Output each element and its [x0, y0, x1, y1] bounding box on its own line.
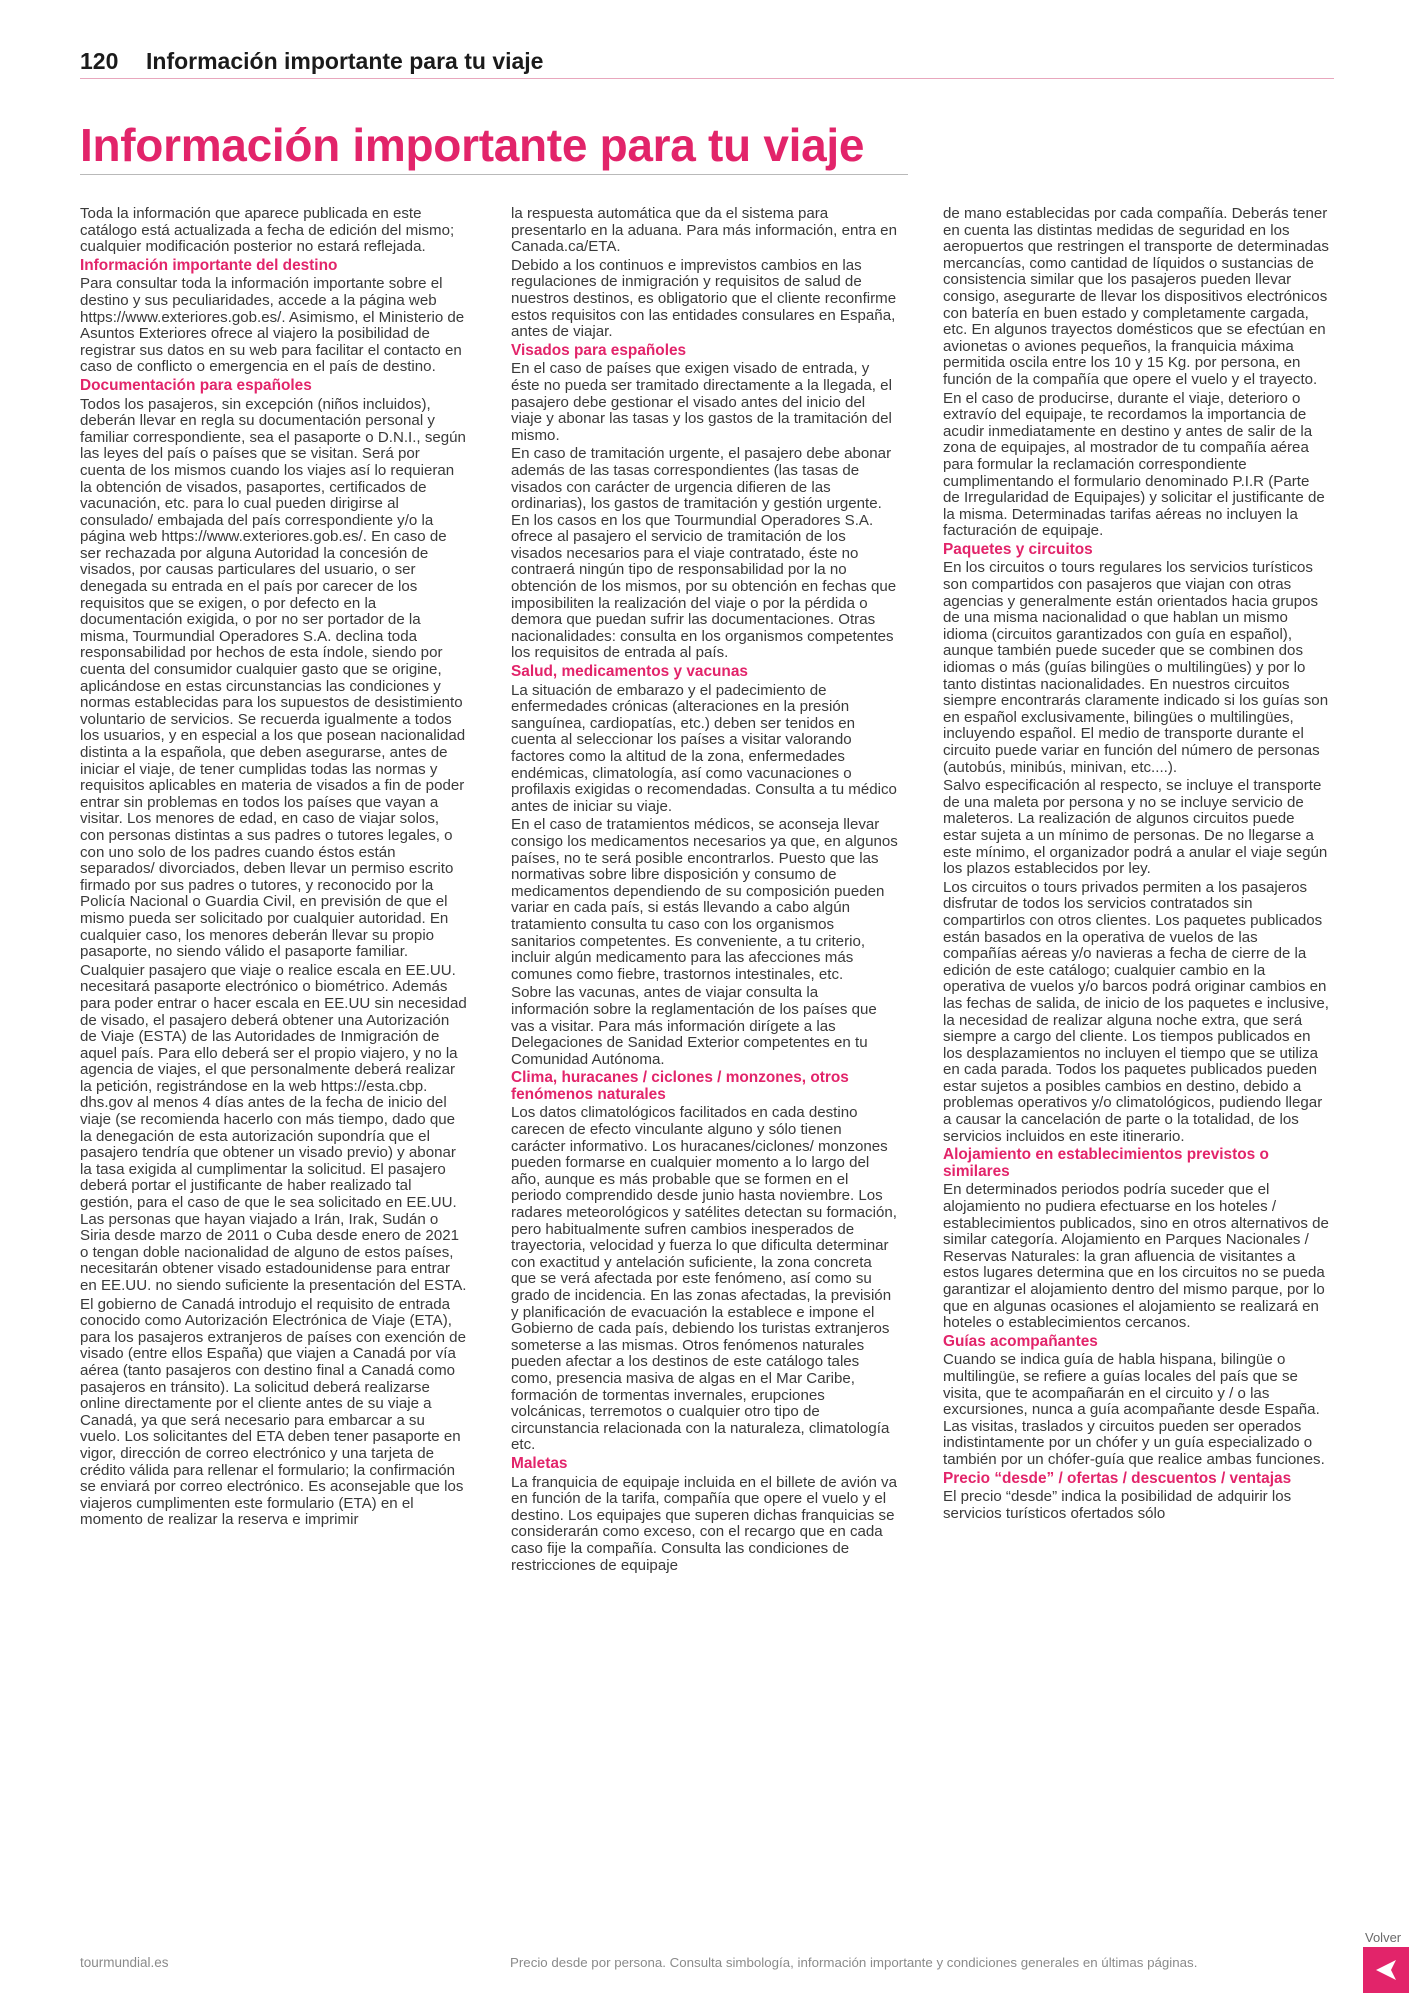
section-heading: Maletas — [511, 1454, 568, 1472]
text-column-3 — [943, 206, 1330, 1524]
body-paragraph: El gobierno de Canadá introdujo el requisito de entrada conocido como Autorización Electrónica de Viaje (ETA), para los pasajeros extranjeros de países con exención de visado (entre ellos España) que viajen a Canadá por vía aérea (tanto pasajeros con destino final a Canadá como pasajeros en tránsito). La solicitud deberá realizarse online directamente por el cliente antes de su viaje a Canadá, ya que será necesario para embarcar a su vuelo. Los solicitantes del ETA deben tener pasaporte en vigor, dirección de correo electrónico y una tarjeta de crédito válida para rellenar el formulario; la confirmación se enviará por correo electrónico. Es aconsejable que los viajeros cumplimenten este formulario (ETA) en el momento de realizar la reserva e imprimir — [80, 1295, 466, 1529]
body-paragraph: En el caso de tratamientos médicos, se aconseja llevar consigo los medicamentos necesarios ya que, en algunos países, no te será posible encontrarlos. Puesto que las normativas sobre libre disposición y consumo de medicamentos dependiendo de su composición pueden variar en cada país, si estás llevando a cabo algún tratamiento consulta tu caso con los organismos sanitarios competentes. Es conveniente, a tu criterio, incluir algún medicamento para las afecciones más comunes como fiebre, trastornos intestinales, etc. — [511, 816, 898, 983]
body-paragraph: En los circuitos o tours regulares los servicios turísticos son compartidos con pasajeros que viajan con otras agencias y generalmente están orientados hacia grupos de una misma nacionalidad o que hablan un mismo idioma (circuitos garantizados con guía en español), aunque también puede suceder que se combinen dos idiomas o más (guías bilingües o multilingües) y por lo tanto distintas nacionalidades. En nuestros circuitos siempre encontrarás claramente indicado si los guías son en español exclusivamente, bilingües o multilingües, incluyendo español. El medio de transporte durante el circuito puede variar en función del número de personas (autobús, minibús, minivan, etc....). — [943, 559, 1329, 776]
section-heading: Información importante del destino — [80, 256, 338, 274]
section-heading: Clima, huracanes / ciclones / monzones, otros fenómenos naturales — [511, 1069, 849, 1103]
section-heading: Guías acompañantes — [943, 1332, 1098, 1350]
body-paragraph: El precio “desde” indica la posibilidad de adquirir los servicios turísticos ofertados sólo — [943, 1488, 1292, 1522]
text-column-1 — [80, 206, 467, 1531]
footer-note: Precio desde por persona. Consulta simbología, información importante y condiciones generales en últimas páginas. — [510, 1955, 1198, 1970]
body-paragraph: Para consultar toda la información importante sobre el destino y sus peculiaridades, accede a la página web https://www.exteriores.gob.es/. Asimismo, el Ministerio de Asuntos Exteriores ofrece al viajero la posibilidad de registrar sus datos en su web para facilitar el contacto en caso de conflicto o emergencia en el país de destino. — [80, 275, 465, 376]
body-paragraph: La situación de embarazo y el padecimiento de enfermedades crónicas (alteraciones en la presión sanguínea, cardiopatías, etc.) deben ser tenidos en cuenta al seleccionar los países a visitar valorando factores como la altitud de la zona, enfermedades endémicas, climatología, así como vacunaciones o profilaxis exigidas o recomendadas. Consulta a tu médico antes de iniciar su viaje. — [511, 681, 897, 815]
body-paragraph: En el caso de producirse, durante el viaje, deterioro o extravío del equipaje, te recordamos la importancia de acudir inmediatamente en destino y antes de salir de la zona de equipajes, al mostrador de tu compañía aérea para formular la reclamación correspondiente cumplimentando el formulario denominado P.I.R (Parte de Irregularidad de Equipajes) y solicitar el justificante de la misma. Determinadas tarifas aéreas no incluyen la facturación de equipaje. — [943, 389, 1325, 540]
body-paragraph: Los circuitos o tours privados permiten a los pasajeros disfrutar de todos los servicios contratados sin compartirlos con otros clientes. Los paquetes publicados están basados en la operativa de vuelos de las compañías aéreas y/o navieras a fecha de cierre de la edición de este catálogo; cualquier cambio en la operativa de vuelos y/o barcos podrá originar cambios en las fechas de salida, de inicio de los paquetes e inclusive, la necesidad de realizar alguna noche extra, que será siempre a cargo del cliente. Los tiempos publicados en los desplazamientos no incluyen el tiempo que se utiliza en cada parada. Todos los paquetes publicados pueden estar sujetos a posibles cambios en destino, debido a problemas operativos y/o climatológicos, pudiendo llegar a causar la cancelación de parte o la totalidad, de los servicios incluidos en este itinerario. — [943, 878, 1329, 1145]
back-arrow-icon — [1373, 1957, 1399, 1983]
body-paragraph: En el caso de países que exigen visado de entrada, y éste no pueda ser tramitado directamente a la llegada, el pasajero debe gestionar el visado antes del inicio del viaje y abonar las tasas y los gastos de la tramitación del mismo. — [511, 360, 892, 444]
body-paragraph: La franquicia de equipaje incluida en el billete de avión va en función de la tarifa, compañía que opere el vuelo y el destino. Los equipajes que superen dichas franquicias se considerarán como exceso, con el recargo que en cada caso fije la compañía. Consulta las condiciones de restricciones de equipaje — [511, 1473, 898, 1574]
text-column-2 — [511, 206, 898, 1576]
section-heading: Precio “desde” / ofertas / descuentos / ventajas — [943, 1469, 1292, 1487]
body-paragraph: En determinados periodos podría suceder que el alojamiento no pudiera efectuarse en los hoteles / establecimientos publicados, sino en otros alternativos de similar categoría. Alojamiento en Parques Nacionales / Reservas Naturales: la gran afluencia de visitantes a estos lugares determina que en los circuitos no se pueda garantizar el alojamiento dentro del mismo parque, por lo que en algunas ocasiones el alojamiento se realizará en hoteles o establecimientos cercanos. — [943, 1181, 1329, 1332]
body-paragraph: Cualquier pasajero que viaje o realice escala en EE.UU. necesitará pasaporte electrónico o biométrico. Además para poder entrar o hacer escala en EE.UU sin necesidad de visado, el pasajero deberá obtener una Autorización de Viaje (ESTA) de las Autoridades de Inmigración de aquel país. Para ello deberá ser el propio viajero, y no la agencia de viajes, el que personalmente deberá realizar la petición, registrándose en la web https://esta.cbp. dhs.gov al menos 4 días antes de la fecha de inicio del viaje (se recomienda hacerlo con más tiempo, dado que la denegación de esta autorización supondría que el pasajero tendría que obtener un visado previo) y abonar la tasa exigida al cumplimentar la solicitud. El pasajero deberá portar el justificante de haber realizado tal gestión, para el caso de que le sea solicitado en EE.UU. Las personas que hayan viajado a Irán, Irak, Sudán o Siria desde marzo de 2011 o Cuba desde enero de 2021 o tengan doble nacionalidad de alguno de estos países, necesitarán obtener visado estadounidense para entrar en EE.UU. no siendo suficiente la presentación del ESTA. — [80, 961, 467, 1294]
body-paragraph: Toda la información que aparece publicada en este catálogo está actualizada a fecha de edición del mismo; cualquier modificación posterior no estará reflejada. — [80, 205, 455, 256]
body-paragraph: de mano establecidas por cada compañía. Deberás tener en cuenta las distintas medidas de seguridad en los aeropuertos que restringen el transporte de determinadas mercancías, como cantidad de líquidos o sustancias de consistencia similar que los pasajeros pueden llevar consigo, asegurarte de llevar los dispositivos electrónicos con batería en buen estado y completamente cargada, etc. En algunos trayectos domésticos que se efectúan en avionetas o aviones pequeños, la franquicia máxima permitida oscila entre los 10 y 15 Kg. por persona, en función de la compañía que opere el vuelo y el trayecto. — [943, 205, 1329, 388]
footer-site-link[interactable]: tourmundial.es — [80, 1955, 169, 1970]
body-paragraph: Cuando se indica guía de habla hispana, bilingüe o multilingüe, se refiere a guías locales del país que se visita, que te acompañarán en el circuito y / o las excursiones, nunca a guía acompañante desde España. Las visitas, traslados y circuitos pueden ser operados indistintamente por un chófer y un guía especializado o también por un chófer-guía que realice ambas funciones. — [943, 1351, 1325, 1468]
page-title: Información importante para tu viaje — [80, 119, 865, 171]
body-paragraph: Sobre las vacunas, antes de viajar consulta la información sobre la reglamentación de los países que vas a visitar. Para más información dirígete a las Delegaciones de Sanidad Exterior competentes en tu Comunidad Autónoma. — [511, 984, 877, 1068]
section-heading: Visados para españoles — [511, 341, 687, 359]
title-divider — [80, 174, 908, 175]
body-paragraph: Todos los pasajeros, sin excepción (niños incluidos), deberán llevar en regla su documentación personal y familiar correspondiente, sea el pasaporte o D.N.I., según las leyes del país o países que se visitan. Será por cuenta de los mismos cuando los viajes así lo requieran la obtención de visados, pasaportes, certificados de vacunación, etc. para lo cual pueden dirigirse al consulado/ embajada del país correspondiente y/o la página web https://www.exteriores.gob.es/. En caso de ser rechazada por alguna Autoridad la concesión de visados, por causas particulares del usuario, o ser denegada su entrada en el país por carecer de los requisitos que se exigen, o por defecto en la documentación exigida, o por no ser portador de la misma, Tourmundial Operadores S.A. declina toda responsabilidad por hechos de esta índole, siendo por cuenta del consumidor cualquier gasto que se origine, aplicándose en estas circunstancias las condiciones y normas establecidas para los supuestos de desistimiento voluntario de servicios. Se recuerda igualmente a todos los usuarios, y en especial a los que posean nacionalidad distinta a la española, que deben asegurarse, antes de iniciar el viaje, de tener cumplidas todas las normas y requisitos aplicables en materia de visados a fin de poder entrar sin problemas en todos los países que vayan a visitar. Los menores de edad, en caso de viajar solos, con personas distintas a sus padres o tutores legales, o con uno solo de los padres cuando éstos están separados/ divorciados, deben llevar un permiso escrito firmado por sus padres o tutores, y reconocido por la Policía Nacional o Guardia Civil, en previsión de que el mismo pueda ser solicitado por cualquier autoridad. En cualquier caso, los menores deberán llevar su propio pasaporte, no siendo válido el pasaporte familiar. — [80, 395, 466, 961]
section-heading: Paquetes y circuitos — [943, 540, 1093, 558]
body-paragraph: Los datos climatológicos facilitados en cada destino carecen de efecto vinculante alguno y sólo tienen carácter informativo. Los huracanes/ciclones/ monzones pueden formarse en cualquier momento a lo largo del año, aunque es más probable que se formen en el periodo comprendido desde junio hasta noviembre. Los radares meteorológicos y satélites detectan su formación, pero habitualmente sufren cambios inesperados de trayectoria, velocidad y fuerza lo que dificulta determinar con exactitud y antelación suficiente, la zona concreta que se verá afectada por este fenómeno, así como su grado de incidencia. En las zonas afectadas, la previsión y planificación de evacuación la establece e impone el Gobierno de cada país, debiendo los turistas extranjeros someterse a las mismas. Otros fenómenos naturales pueden afectar a los destinos de este catálogo tales como, presencia masiva de algas en el Mar Caribe, formación de tormentas invernales, erupciones volcánicas, terremotos o cualquier otro tipo de circunstancia relacionada con la naturaleza, climatología etc. — [511, 1104, 897, 1454]
section-heading: Salud, medicamentos y vacunas — [511, 663, 748, 681]
back-label[interactable]: Volver — [1365, 1930, 1402, 1945]
page-number: 120 — [80, 48, 119, 74]
body-paragraph: Salvo especificación al respecto, se incluye el transporte de una maleta por persona y no se incluye servicio de maleteros. La realización de algunos circuitos puede estar sujeta a un mínimo de personas. De no llegarse a este mínimo, el organizador podrá a anular el viaje según los plazos establecidos por ley. — [943, 777, 1328, 878]
back-button[interactable] — [1363, 1947, 1409, 1993]
section-heading: Alojamiento en establecimientos previstos o similares — [943, 1146, 1269, 1180]
body-paragraph: Debido a los continuos e imprevistos cambios en las regulaciones de inmigración y requisitos de salud de nuestros destinos, es obligatorio que el cliente reconfirme estos requisitos con las entidades consulares en España, antes de viajar. — [511, 256, 897, 341]
header-title: Información importante para tu viaje — [146, 48, 544, 74]
page-header — [80, 48, 1334, 79]
body-paragraph: En caso de tramitación urgente, el pasajero debe abonar además de las tasas correspondientes (las tasas de visados con carácter de urgencia difieren de las ordinarias), los gastos de tramitación y gestión urgente. En los casos en los que Tourmundial Operadores S.A. ofrece al pasajero el servicio de tramitación de los visados necesarios para el viaje contratado, éste no contraerá ningún tipo de responsabilidad por la no obtención de los mismos, por su obtención en fechas que imposibiliten la realización del viaje o por la pérdida o demora que puedan sufrir las documentaciones. Otras nacionalidades: consulta en los organismos competentes los requisitos de entrada al país. — [511, 445, 897, 662]
body-paragraph: la respuesta automática que da el sistema para presentarlo en la aduana. Para más información, entra en Canada.ca/ETA. — [511, 205, 897, 256]
section-heading: Documentación para españoles — [80, 376, 312, 394]
